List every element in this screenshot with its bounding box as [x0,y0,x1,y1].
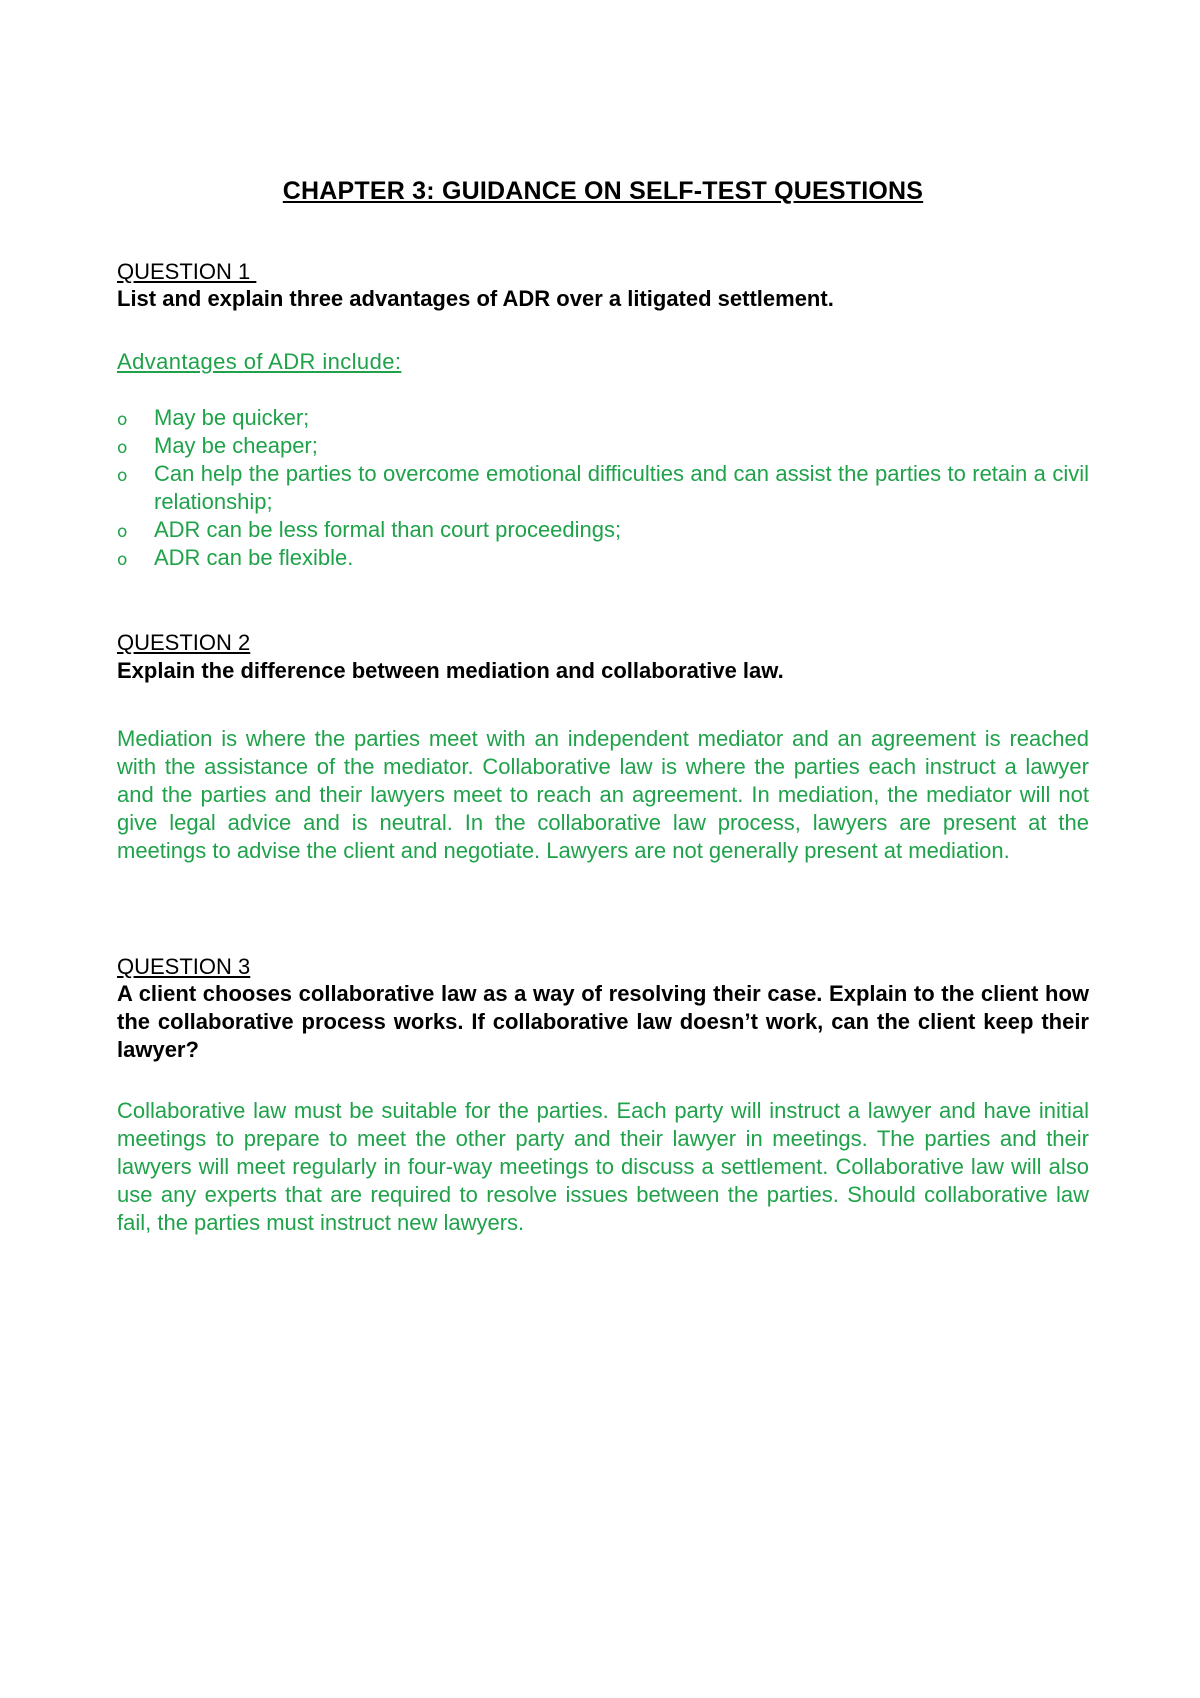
list-item [117,460,1089,516]
question-3-answer: Collaborative law must be suitable for the parties. Each party will instruct a lawyer and have initial meetings to prepare to meet the other party and their lawyer in meetings. The parties and their lawyers will meet regularly in four-way meetings to discuss a settlement. Collaborative law will also use any experts that are required to resolve issues between the parties. Should collaborative law fail, the parties must instruct new lawyers. [117,1098,1089,1235]
advantages-list [117,404,1089,572]
question-2-answer: Mediation is where the parties meet with an independent mediator and an agreement is reached with the assistance of the mediator. Collaborative law is where the parties each instruct a lawyer and the parties and their lawyers meet to reach an agreement. In mediation, the mediator will not give legal advice and is neutral. In the collaborative law process, lawyers are present at the meetings to advise the client and negotiate. Lawyers are not generally present at mediation. [117,726,1089,863]
list-item-text: Can help the parties to overcome emotional difficulties and can assist the parties to retain a civil relationship; [154,461,1089,514]
question-3-heading: QUESTION 3 [117,954,251,979]
question-2-prompt: Explain the difference between mediation and collaborative law. [117,658,784,683]
bullet-marker-icon: o [117,522,128,542]
question-3-prompt: A client chooses collaborative law as a way of resolving their case. Explain to the client how the collaborative process works. If collaborative law doesn’t work, can the client keep their lawyer? [117,981,1089,1062]
list-item [117,516,1089,544]
bullet-marker-icon: o [117,550,128,570]
list-item [117,544,1089,572]
bullet-marker-icon: o [117,410,128,430]
list-item-text: ADR can be less formal than court proceedings; [154,517,622,542]
list-item [117,432,1089,460]
list-item [117,404,1089,432]
question-1-answer-heading: Advantages of ADR include: [117,349,402,374]
bullet-marker-icon: o [117,438,128,458]
question-2-heading: QUESTION 2 [117,630,251,655]
list-item-text: May be quicker; [154,405,310,430]
bullet-marker-icon: o [117,466,128,486]
question-1-prompt: List and explain three advantages of ADR over a litigated settlement. [117,286,834,311]
page-title: CHAPTER 3: GUIDANCE ON SELF-TEST QUESTIONS [282,177,924,205]
list-item-text: May be cheaper; [154,433,318,458]
list-item-text: ADR can be flexible. [154,545,354,570]
question-1-heading: QUESTION 1 [117,259,257,284]
